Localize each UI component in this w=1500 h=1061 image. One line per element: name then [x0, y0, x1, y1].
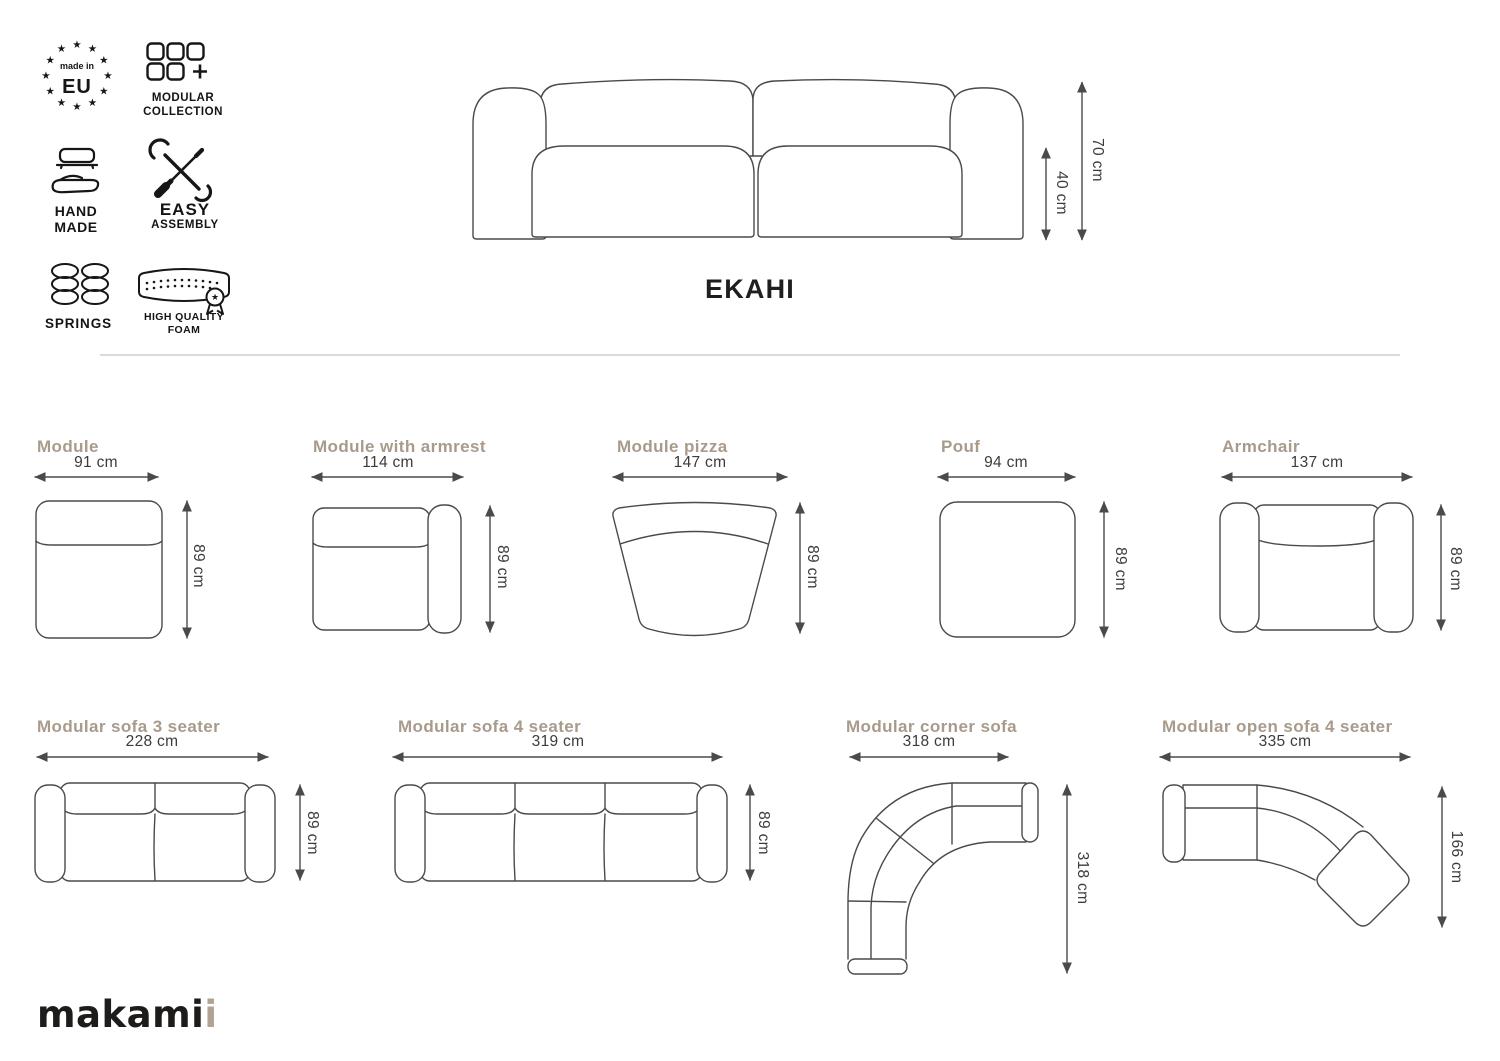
armchair-top-view-drawing — [1215, 468, 1465, 664]
seat-height-arrow — [1040, 146, 1052, 242]
hand-made-label-line1: HAND — [54, 203, 98, 219]
modular-collection-label-line1: MODULAR — [151, 92, 215, 104]
section-divider — [100, 354, 1400, 356]
depth-dimension-label: 89 cm — [1447, 547, 1464, 591]
modular-collection-label-line2: COLLECTION — [143, 106, 223, 118]
corner-sofa-card — [840, 695, 1105, 995]
svg-text:★: ★ — [87, 96, 98, 109]
module-pizza-card — [608, 416, 853, 671]
width-dimension-label: 228 cm — [125, 733, 179, 750]
high-quality-foam-label-line2: FOAM — [167, 324, 201, 336]
depth-dimension-label: 318 cm — [1074, 851, 1091, 905]
card-title: Pouf — [941, 437, 981, 456]
depth-dimension-label: 89 cm — [755, 811, 772, 855]
svg-text:★: ★ — [72, 39, 82, 51]
hand-made-label-line2: MADE — [54, 219, 98, 235]
card-title: Modular open sofa 4 seater — [1162, 717, 1393, 736]
svg-text:★: ★ — [45, 54, 55, 67]
sofa-4-seater-top-view-drawing — [390, 753, 785, 988]
svg-text:★: ★ — [45, 85, 55, 98]
high-quality-foam-label-line1: HIGH QUALITY — [143, 311, 225, 323]
seat-height-label: 40 cm — [1053, 171, 1070, 215]
depth-dimension-label: 89 cm — [1112, 547, 1129, 591]
width-dimension-label: 319 cm — [531, 733, 585, 750]
hand-made-icon — [46, 146, 108, 202]
width-dimension-label: 91 cm — [74, 454, 118, 471]
modular-collection-icon — [146, 42, 216, 88]
total-height-label: 70 cm — [1089, 138, 1106, 182]
svg-text:★: ★ — [210, 293, 220, 303]
svg-text:★: ★ — [72, 101, 82, 113]
depth-dimension-label: 166 cm — [1448, 830, 1465, 884]
svg-text:★: ★ — [87, 43, 98, 56]
easy-assembly-icon — [152, 142, 216, 200]
width-dimension-label: 114 cm — [362, 454, 414, 471]
depth-dimension-label: 89 cm — [190, 544, 207, 588]
brand-logo — [37, 993, 218, 1036]
module-card — [30, 416, 270, 671]
module-armrest-card — [308, 416, 543, 671]
open-sofa-card — [1155, 695, 1500, 995]
brand-logo-main: makami — [37, 993, 205, 1036]
width-dimension-label: 147 cm — [673, 454, 727, 471]
pouf-card — [930, 416, 1135, 671]
springs-label: SPRINGS — [44, 316, 113, 331]
high-quality-foam-icon — [134, 264, 234, 318]
depth-dimension-label: 89 cm — [804, 545, 821, 589]
width-dimension-label: 318 cm — [902, 733, 956, 750]
corner-sofa-top-view-drawing — [840, 753, 1100, 1005]
eu-label: EU — [62, 76, 92, 98]
armchair-card — [1215, 416, 1475, 671]
card-title: Modular sofa 4 seater — [398, 717, 582, 736]
card-title: Module — [37, 437, 99, 456]
svg-text:★: ★ — [56, 43, 67, 56]
width-dimension-label: 94 cm — [984, 454, 1028, 471]
width-dimension-label: 335 cm — [1258, 733, 1312, 750]
svg-text:★: ★ — [99, 85, 109, 98]
sofa-4-seater-card — [390, 695, 790, 995]
card-title: Modular sofa 3 seater — [37, 717, 221, 736]
card-title: Module with armrest — [313, 437, 486, 456]
easy-assembly-label-line2: ASSEMBLY — [151, 219, 219, 231]
made-in-label: made in — [59, 61, 95, 71]
springs-icon — [50, 262, 110, 310]
card-title: Modular corner sofa — [846, 717, 1018, 736]
depth-dimension-label: 89 cm — [494, 545, 511, 589]
svg-text:★: ★ — [99, 54, 109, 67]
brand-logo-accent: i — [204, 993, 218, 1036]
svg-text:★: ★ — [41, 70, 51, 82]
made-in-eu-icon — [37, 36, 117, 116]
depth-dimension-label: 89 cm — [304, 811, 321, 855]
card-title: Armchair — [1222, 437, 1300, 456]
svg-text:★: ★ — [103, 70, 113, 82]
sofa-3-seater-card — [30, 695, 365, 995]
width-dimension-label: 137 cm — [1290, 454, 1344, 471]
module-top-view-drawing — [30, 468, 250, 664]
product-name: EKAHI — [704, 274, 795, 304]
svg-text:★: ★ — [56, 96, 67, 109]
easy-assembly-label-line1: EASY — [159, 200, 211, 219]
sofa-3-seater-top-view-drawing — [30, 753, 360, 988]
total-height-arrow — [1076, 80, 1088, 242]
card-title: Module pizza — [617, 437, 728, 456]
pouf-top-view-drawing — [930, 468, 1130, 664]
sofa-front-view-drawing — [470, 76, 1026, 244]
